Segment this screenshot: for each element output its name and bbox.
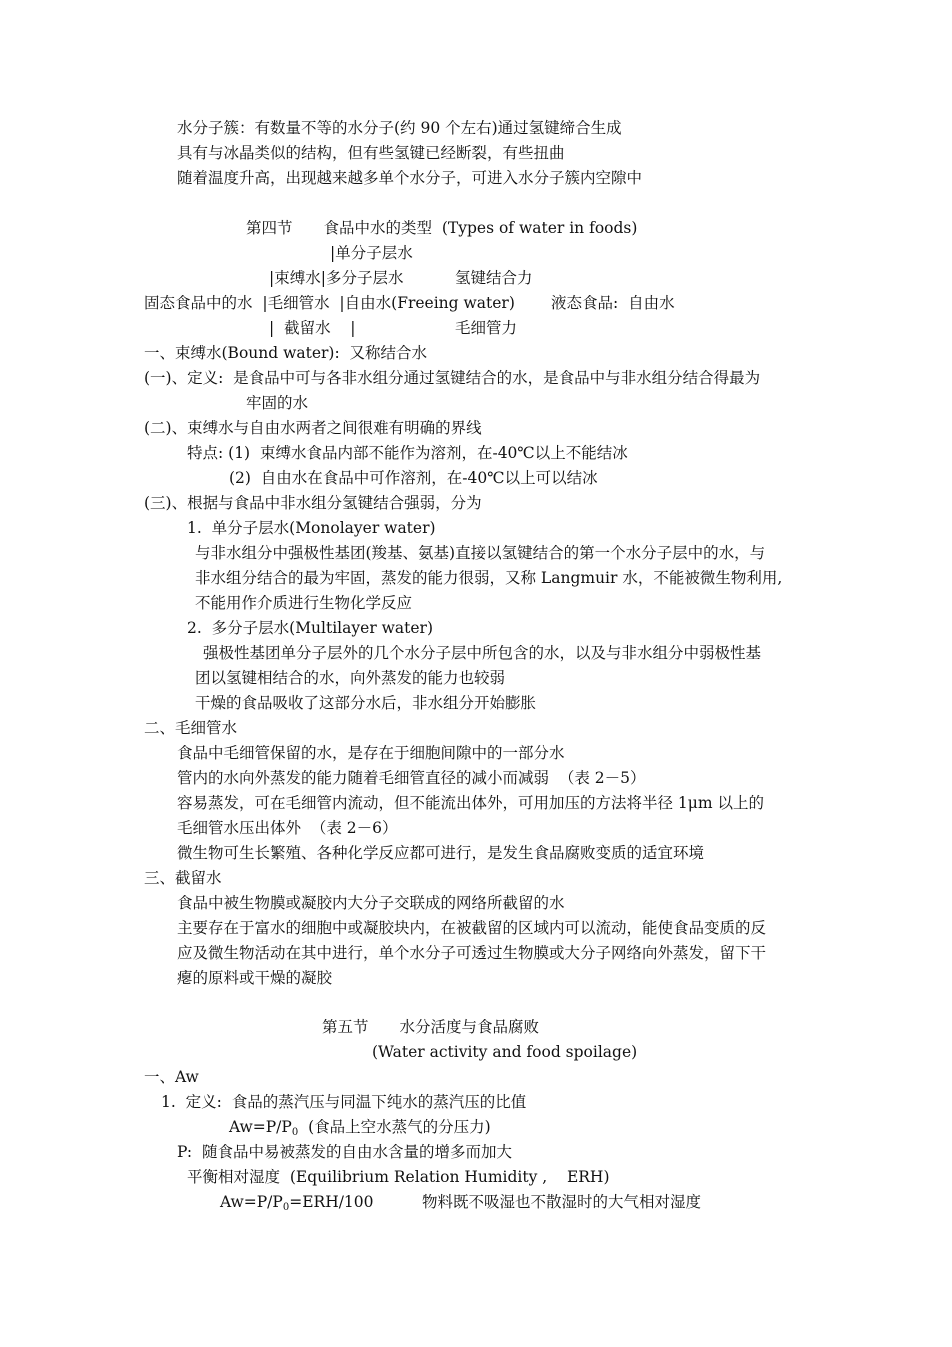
paragraph-line: 微生物可生长繁殖、各种化学反应都可进行，是发生食品腐败变质的适宜环境	[177, 844, 705, 862]
paragraph-line: 容易蒸发，可在毛细管内流动，但不能流出体外，可用加压的方法将半径 1μm 以上的	[177, 794, 764, 812]
paragraph-line: (三)、根据与食品中非水组分氢键结合强弱，分为	[144, 494, 482, 512]
paragraph-line: 特点: (1) 束缚水食品内部不能作为溶剂，在-40℃以上不能结冰	[187, 444, 628, 462]
paragraph-line: 强极性基团单分子层外的几个水分子层中所包含的水，以及与非水组分中弱极性基	[203, 644, 762, 662]
diagram-label: | 截留水 |	[269, 319, 356, 337]
paragraph-line: 物料既不吸湿也不散湿时的大气相对湿度	[422, 1193, 702, 1211]
intro-line: 具有与冰晶类似的结构，但有些氢键已经断裂，有些扭曲	[177, 144, 565, 162]
paragraph-line: (二)、束缚水与自由水两者之间很难有明确的界线	[144, 419, 482, 437]
formula-text: (食品上空水蒸气的分压力)	[298, 1118, 491, 1136]
paragraph-line: 牢固的水	[246, 394, 309, 412]
paragraph-line: 管内的水向外蒸发的能力随着毛细管直径的减小而减弱 （表 2－5）	[177, 769, 646, 787]
paragraph-line: 不能用作介质进行生物化学反应	[195, 594, 413, 612]
paragraph-line: 食品中被生物膜或凝胶内大分子交联成的网络所截留的水	[177, 894, 565, 912]
diagram-label: |束缚水|多分子层水	[269, 269, 404, 287]
diagram-label: 毛细管力	[455, 319, 518, 337]
subsection-title: 一、束缚水(Bound water): 又称结合水	[144, 344, 428, 362]
paragraph-line: 1. 单分子层水(Monolayer water)	[187, 519, 436, 537]
formula-erh	[220, 1192, 374, 1212]
paragraph-line: 2. 多分子层水(Multilayer water)	[187, 619, 434, 637]
diagram-label: 液态食品: 自由水	[551, 294, 675, 312]
diagram-label: 氢键结合力	[455, 269, 533, 287]
intro-line: 随着温度升高，出现越来越多单个水分子，可进入水分子簇内空隙中	[177, 169, 643, 187]
formula-subscript: 0	[282, 1202, 290, 1213]
subsection-title: 一、Aw	[144, 1068, 199, 1086]
paragraph-line: (2) 自由水在食品中可作溶剂，在-40℃以上可以结冰	[229, 469, 598, 487]
formula-text: =ERH/100	[289, 1193, 374, 1211]
section-subheading: (Water activity and food spoilage)	[372, 1043, 638, 1061]
diagram-label: 固态食品中的水 |毛细管水 |自由水(Freeing water)	[144, 294, 515, 312]
paragraph-line: 1. 定义: 食品的蒸汽压与同温下纯水的蒸汽压的比值	[161, 1093, 527, 1111]
paragraph-line: (一)、定义: 是食品中可与各非水组分通过氢键结合的水，是食品中与非水组分结合得最为	[144, 369, 761, 387]
subsection-title: 二、毛细管水	[144, 719, 238, 737]
paragraph-line: 毛细管水压出体外 （表 2－6）	[177, 819, 398, 837]
paragraph-line: 瘪的原料或干燥的凝胶	[177, 969, 333, 987]
paragraph-line: 食品中毛细管保留的水，是存在于细胞间隙中的一部分水	[177, 744, 565, 762]
paragraph-line: 与非水组分中强极性基团(羧基、氨基)直接以氢键结合的第一个水分子层中的水，与	[195, 544, 766, 562]
intro-line: 水分子簇：有数量不等的水分子(约 90 个左右)通过氢键缔合生成	[177, 119, 622, 137]
formula-subscript: 0	[291, 1127, 299, 1138]
paragraph-line: 干燥的食品吸收了这部分水后，非水组分开始膨胀	[195, 694, 537, 712]
diagram-label: |单分子层水	[330, 244, 413, 262]
section-heading: 第四节 食品中水的类型 (Types of water in foods)	[246, 219, 638, 237]
paragraph-line: P: 随食品中易被蒸发的自由水含量的增多而加大	[177, 1143, 512, 1161]
paragraph-line: 非水组分结合的最为牢固，蒸发的能力很弱，又称 Langmuir 水，不能被微生物利用,	[195, 569, 783, 587]
paragraph-line: 主要存在于富水的细胞中或凝胶块内，在被截留的区域内可以流动，能使食品变质的反	[177, 919, 767, 937]
paragraph-line: 平衡相对湿度 (Equilibrium Relation Humidity , ERH)	[187, 1168, 610, 1186]
paragraph-line: 团以氢键相结合的水，向外蒸发的能力也较弱	[195, 669, 506, 687]
section-heading: 第五节 水分活度与食品腐败	[322, 1018, 540, 1036]
subsection-title: 三、截留水	[144, 869, 222, 887]
paragraph-line: 应及微生物活动在其中进行，单个水分子可透过生物膜或大分子网络向外蒸发，留下干	[177, 944, 767, 962]
formula-text: Aw=P/P	[229, 1118, 292, 1136]
formula-aw	[229, 1117, 491, 1137]
formula-text: Aw=P/P	[220, 1193, 283, 1211]
